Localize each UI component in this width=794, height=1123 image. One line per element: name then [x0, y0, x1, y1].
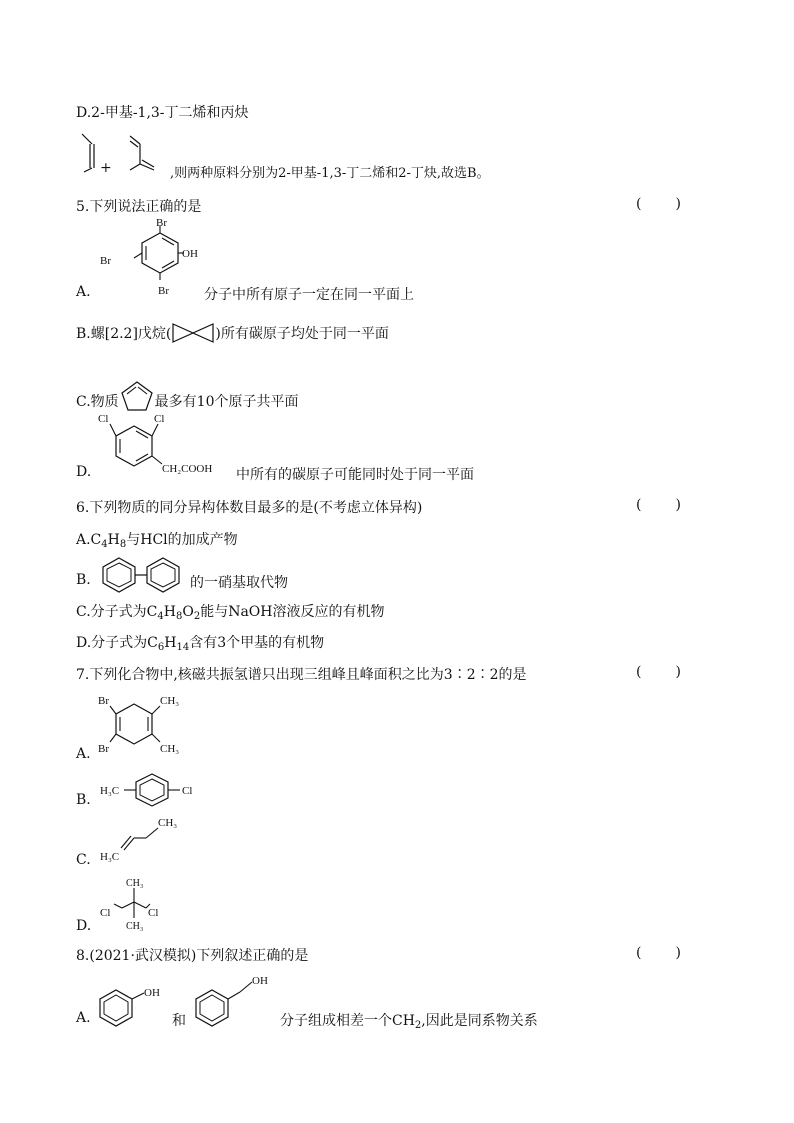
and-text: 和 — [172, 1013, 186, 1029]
q6-answer-paren: ( ) — [636, 497, 681, 513]
h3c-label-c: H₃C — [100, 851, 120, 863]
q6-option-c: C.分子式为$C_4H_8O_2$能与NaOH溶液反应的有机物 — [76, 604, 385, 622]
q8-option-a-text: 分子组成相差一个$CH_2$,因此是同系物关系 — [280, 1013, 538, 1031]
q5-option-a-label: A. — [76, 284, 91, 300]
q5-option-b: B.螺[2.2]戊烷( )所有碳原子均处于同一平面 — [76, 322, 389, 344]
q6-option-b-label: B. — [76, 572, 91, 588]
isoprene-structure — [126, 134, 166, 174]
q5-stem: 5.下列说法正确的是 — [76, 199, 202, 215]
dichlorophenylacetic-acid-structure — [96, 410, 236, 480]
q8-answer-paren: ( ) — [636, 945, 681, 961]
oh-label-benzyl: OH — [252, 975, 268, 987]
cl-label-1: Cl — [98, 413, 109, 425]
chlorotoluene-structure — [100, 770, 210, 810]
cyclopentadiene-structure — [119, 380, 155, 412]
q5-option-d-label: D. — [76, 464, 92, 480]
cl-label-d2: Cl — [148, 907, 159, 919]
butene-structure — [100, 814, 190, 862]
ch3-label-1: CH₃ — [160, 695, 180, 707]
dichloro-dimethylpropane-structure — [96, 874, 176, 932]
q7-option-b-label: B. — [76, 792, 91, 808]
q7-option-a-label: A. — [76, 746, 91, 762]
q8-option-a-label: A. — [76, 1010, 91, 1026]
br-label-1: Br — [98, 695, 109, 707]
tribromophenol-structure — [96, 216, 196, 300]
ch3-label-top-d: CH₃ — [126, 878, 144, 889]
ch3-label-top: CH₃ — [158, 817, 178, 829]
q4-option-d: D.2-甲基-1,3-丁二烯和丙炔 — [76, 105, 249, 121]
q5-option-c: C.物质 最多有10个原子共平面 — [76, 380, 299, 412]
q7-stem: 7.下列化合物中,核磁共振氢谱只出现三组峰且峰面积之比为3∶2∶2的是 — [76, 667, 527, 683]
q6-option-b-text: 的一硝基取代物 — [190, 575, 288, 591]
q6-stem: 6.下列物质的同分异构体数目最多的是(不考虑立体异构) — [76, 500, 423, 516]
cl-label-2: Cl — [154, 413, 165, 425]
h3c-label: H₃C — [100, 785, 120, 797]
q7-option-c-label: C. — [76, 852, 91, 868]
phenol-structure — [98, 982, 168, 1028]
ch3-label-2: CH₃ — [160, 743, 180, 755]
br-bottom-label: Br — [158, 285, 169, 297]
q5-option-a-text: 分子中所有原子一定在同一平面上 — [204, 287, 414, 303]
plus-sign: + — [100, 160, 112, 176]
oh-label-phenol: OH — [144, 987, 160, 999]
q8-stem: 8.(2021·武汉模拟)下列叙述正确的是 — [76, 948, 309, 964]
q6-option-d: D.分子式为$C_6H_{14}$含有3个甲基的有机物 — [76, 635, 325, 653]
oh-label: OH — [182, 248, 198, 260]
spiropentane-structure — [171, 322, 215, 344]
q7-answer-paren: ( ) — [636, 664, 681, 680]
br-label-2: Br — [98, 743, 109, 755]
cl-label-d1: Cl — [100, 907, 111, 919]
cl-label: Cl — [182, 785, 193, 797]
q5-answer-paren: ( ) — [636, 196, 681, 212]
dibromo-dimethylcyclohexadiene-structure — [96, 692, 196, 758]
biphenyl-structure — [98, 556, 188, 592]
q6-option-a: $A.C_4H_8$与HCl的加成产物 — [76, 532, 238, 550]
q4-analysis: ,则两种原料分别为2-甲基-1,3-丁二烯和2-丁炔,故选B。 — [170, 166, 490, 181]
q5-option-d-text: 中所有的碳原子可能同时处于同一平面 — [236, 467, 474, 483]
q7-option-d-label: D. — [76, 918, 92, 934]
br-top-label: Br — [156, 217, 167, 229]
ch3-label-bottom-d: CH₃ — [126, 921, 144, 932]
benzyl-alcohol-structure — [194, 972, 284, 1028]
br-left-label: Br — [100, 255, 111, 267]
ch2cooh-label: CH₂COOH — [162, 463, 213, 475]
